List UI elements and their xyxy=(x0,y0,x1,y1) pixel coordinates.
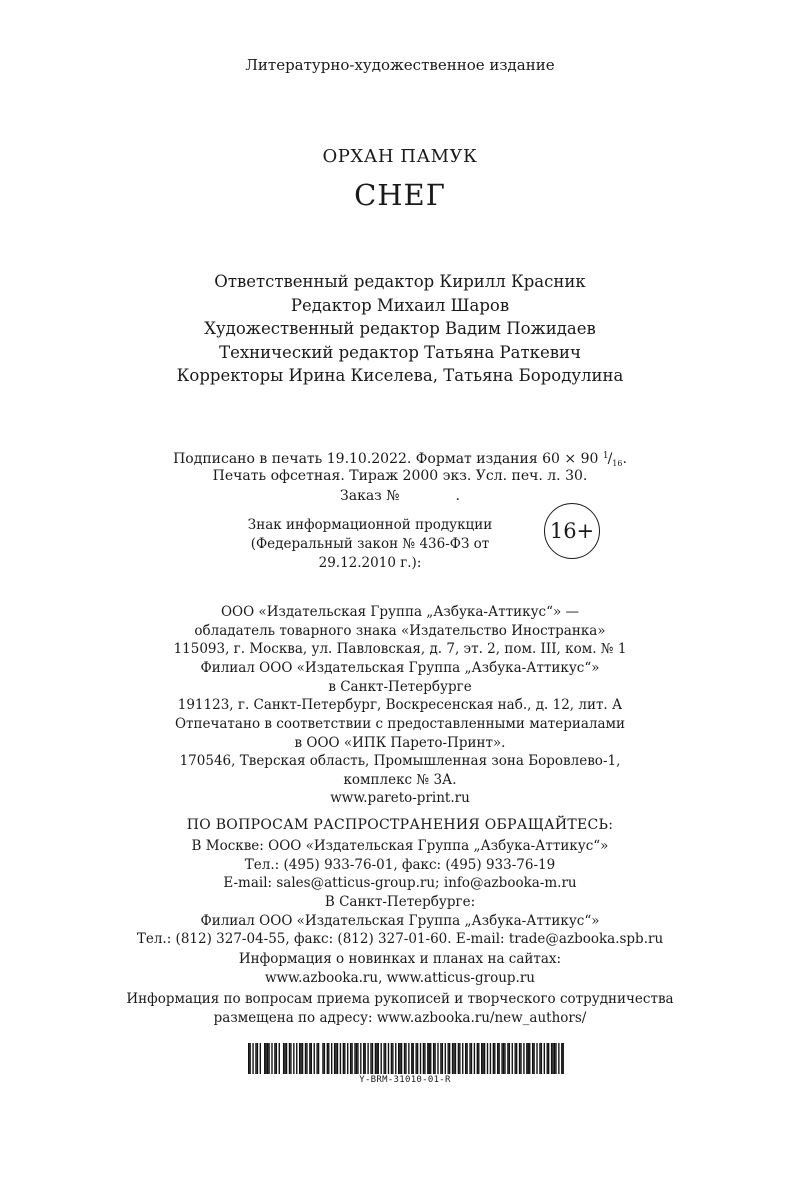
distribution-moscow xyxy=(0,837,800,893)
barcode-bar xyxy=(477,1043,478,1074)
barcode-bar xyxy=(408,1043,409,1074)
barcode-bar xyxy=(260,1043,261,1074)
barcode-bar xyxy=(433,1043,434,1074)
barcode-bar xyxy=(265,1043,266,1074)
format-slash: / xyxy=(607,451,613,467)
order-line xyxy=(0,486,800,506)
barcode-bar xyxy=(558,1043,559,1074)
barcode-bar xyxy=(453,1043,454,1074)
barcode-bar xyxy=(309,1043,310,1074)
barcode-bar xyxy=(356,1043,357,1074)
distribution-line: Филиал ООО «Издательская Группа „Азбука-Аттикус“» xyxy=(200,912,600,929)
publisher-line: Филиал ООО «Издательская Группа „Азбука-Аттикус“» xyxy=(200,660,600,676)
printer-line: Отпечатано в соответствии с предоставленными материалами xyxy=(174,716,626,732)
barcode-bar xyxy=(563,1043,564,1074)
barcode-bar xyxy=(405,1043,406,1074)
format-prefix: Подписано в печать 19.10.2022. Формат издания 60 × 90 xyxy=(173,451,603,467)
barcode-code: Y-BRM-31010-01-R xyxy=(359,1075,451,1085)
barcode-bar xyxy=(494,1043,495,1074)
barcode-bar xyxy=(551,1043,552,1074)
barcode-bar xyxy=(324,1043,325,1074)
barcode-bar xyxy=(268,1043,269,1074)
barcode-bar xyxy=(354,1043,355,1074)
barcode-bar xyxy=(299,1043,300,1074)
age-rating-note xyxy=(210,516,530,571)
barcode-bar xyxy=(487,1043,488,1074)
order-label: Заказ № xyxy=(340,488,400,504)
format-denominator: 16 xyxy=(612,459,623,468)
barcode-bar xyxy=(459,1043,460,1074)
barcode-bar xyxy=(413,1043,414,1074)
staff-line: Корректоры Ирина Киселева, Татьяна Бородулина xyxy=(176,366,624,385)
barcode-bar xyxy=(404,1043,405,1074)
barcode-bar xyxy=(343,1043,344,1074)
authors-info xyxy=(0,990,800,1027)
barcode-bar xyxy=(561,1043,562,1074)
barcode-bar xyxy=(455,1043,456,1074)
barcode-bar xyxy=(512,1043,513,1074)
barcode-bar xyxy=(300,1043,301,1074)
printer-website: www.pareto-print.ru xyxy=(330,790,470,806)
barcode xyxy=(248,1043,564,1074)
publisher-line: в Санкт-Петербурге xyxy=(328,678,472,695)
barcode-bar xyxy=(555,1043,556,1074)
authors-line: размещена по адресу: www.azbooka.ru/new_authors/ xyxy=(213,1009,587,1026)
barcode-bar xyxy=(471,1043,472,1074)
barcode-bar xyxy=(493,1043,494,1074)
authors-line: Информация по вопросам приема рукописей и творческого сотрудничества xyxy=(126,991,674,1007)
barcode-bar xyxy=(516,1043,517,1074)
barcode-bar xyxy=(334,1043,335,1074)
age-note-line: (Федеральный закон № 436-ФЗ от 29.12.2010 г.): xyxy=(250,536,490,571)
barcode-bar xyxy=(376,1043,377,1074)
barcode-bar xyxy=(255,1043,256,1074)
format-line xyxy=(0,446,800,466)
barcode-bar xyxy=(289,1043,290,1074)
barcode-bar xyxy=(274,1043,275,1074)
distribution-line: Тел.: (812) 327-04-55, факс: (812) 327-01-60. E-mail: trade@azbooka.spb.ru xyxy=(136,931,664,947)
barcode-bar xyxy=(490,1043,491,1074)
barcode-bar xyxy=(248,1043,249,1074)
publisher-line: ООО «Издательская Группа „Азбука-Аттикус“» — xyxy=(220,604,580,620)
publisher-spb xyxy=(0,659,800,715)
news-line: www.azbooka.ru, www.atticus-group.ru xyxy=(265,969,535,986)
barcode-bar xyxy=(417,1043,418,1074)
printer-info xyxy=(0,715,800,808)
barcode-bar xyxy=(465,1043,466,1074)
printer-line: в ООО «ИПК Парето-Принт». xyxy=(294,734,506,751)
barcode-bar xyxy=(328,1043,329,1074)
barcode-bar xyxy=(411,1043,412,1074)
barcode-bar xyxy=(427,1043,428,1074)
barcode-bar xyxy=(388,1043,389,1074)
barcode-bar xyxy=(395,1043,396,1074)
barcode-bar xyxy=(437,1043,438,1074)
barcode-bar xyxy=(484,1043,485,1074)
barcode-bar xyxy=(347,1043,348,1074)
barcode-bar xyxy=(401,1043,402,1074)
distribution-line: E-mail: sales@atticus-group.ru; info@azbooka-m.ru xyxy=(223,875,577,891)
barcode-bar xyxy=(293,1043,294,1074)
barcode-bar xyxy=(385,1043,386,1074)
barcode-bar xyxy=(482,1043,483,1074)
barcode-bar xyxy=(311,1043,312,1074)
barcode-bar xyxy=(503,1043,504,1074)
barcode-bar xyxy=(252,1043,253,1074)
barcode-bar xyxy=(462,1043,463,1074)
barcode-bar xyxy=(466,1043,467,1074)
barcode-bar xyxy=(264,1043,265,1074)
genre-line: Литературно-художественное издание xyxy=(245,56,555,74)
barcode-bar xyxy=(365,1043,366,1074)
barcode-bar xyxy=(434,1043,435,1074)
barcode-bar xyxy=(533,1043,534,1074)
barcode-bar xyxy=(351,1043,352,1074)
barcode-bar xyxy=(305,1043,306,1074)
barcode-bar xyxy=(528,1043,529,1074)
distribution-line: В Москве: ООО «Издательская Группа „Азбука-Аттикус“» xyxy=(191,838,609,854)
printer-line: комплекс № 3А. xyxy=(343,771,457,788)
barcode-bar xyxy=(267,1043,268,1074)
print-info xyxy=(0,446,800,506)
staff-line: Технический редактор Татьяна Раткевич xyxy=(219,342,581,362)
barcode-bar xyxy=(544,1043,545,1074)
staff-line: Ответственный редактор Кирилл Красник xyxy=(214,272,586,291)
staff-line: Художественный редактор Вадим Пожидаев xyxy=(204,319,596,338)
barcode-bar xyxy=(322,1043,323,1074)
barcode-bar xyxy=(430,1043,431,1074)
barcode-bar xyxy=(249,1043,250,1074)
news-info xyxy=(0,950,800,987)
barcode-bars xyxy=(248,1043,564,1074)
barcode-bar xyxy=(445,1043,446,1074)
barcode-bar xyxy=(529,1043,530,1074)
age-note-line: Знак информационной продукции xyxy=(247,517,493,533)
barcode-bar xyxy=(314,1043,315,1074)
barcode-bar xyxy=(302,1043,303,1074)
barcode-bar xyxy=(415,1043,416,1074)
barcode-bar xyxy=(296,1043,297,1074)
barcode-bar xyxy=(372,1043,373,1074)
barcode-bar xyxy=(337,1043,338,1074)
barcode-bar xyxy=(548,1043,549,1074)
barcode-bar xyxy=(554,1043,555,1074)
barcode-bar xyxy=(363,1043,364,1074)
barcode-bar xyxy=(458,1043,459,1074)
barcode-bar xyxy=(327,1043,328,1074)
barcode-bar xyxy=(424,1043,425,1074)
barcode-bar xyxy=(547,1043,548,1074)
barcode-bar xyxy=(539,1043,540,1074)
news-line: Информация о новинках и планах на сайтах: xyxy=(238,951,562,967)
barcode-bar xyxy=(306,1043,307,1074)
order-end: . xyxy=(455,488,460,504)
barcode-bar xyxy=(370,1043,371,1074)
publisher-line: 115093, г. Москва, ул. Павловская, д. 7, эт. 2, пом. III, ком. № 1 xyxy=(173,641,627,657)
barcode-bar xyxy=(520,1043,521,1074)
barcode-bar xyxy=(449,1043,450,1074)
barcode-bar xyxy=(481,1043,482,1074)
barcode-bar xyxy=(498,1043,499,1074)
barcode-bar xyxy=(519,1043,520,1074)
format-suffix: . xyxy=(622,451,627,467)
distribution-heading: ПО ВОПРОСАМ РАСПРОСТРАНЕНИЯ ОБРАЩАЙТЕСЬ: xyxy=(186,817,614,833)
barcode-bar xyxy=(448,1043,449,1074)
barcode-bar xyxy=(423,1043,424,1074)
barcode-bar xyxy=(344,1043,345,1074)
barcode-bar xyxy=(271,1043,272,1074)
author-name: ОРХАН ПАМУК xyxy=(322,146,478,167)
publisher-line: 191123, г. Санкт-Петербург, Воскресенская наб., д. 12, лит. А xyxy=(177,697,623,713)
barcode-bar xyxy=(469,1043,470,1074)
barcode-bar xyxy=(357,1043,358,1074)
barcode-bar xyxy=(276,1043,277,1074)
barcode-bar xyxy=(331,1043,332,1074)
book-title: СНЕГ xyxy=(354,178,446,212)
barcode-bar xyxy=(340,1043,341,1074)
barcode-bar xyxy=(507,1043,508,1074)
barcode-bar xyxy=(375,1043,376,1074)
distribution-spb xyxy=(0,893,800,949)
barcode-bar xyxy=(283,1043,284,1074)
barcode-bar xyxy=(367,1043,368,1074)
barcode-bar xyxy=(420,1043,421,1074)
barcode-bar xyxy=(257,1043,258,1074)
barcode-bar xyxy=(532,1043,533,1074)
barcode-bar xyxy=(318,1043,319,1074)
barcode-bar xyxy=(478,1043,479,1074)
barcode-bar xyxy=(552,1043,553,1074)
barcode-bar xyxy=(536,1043,537,1074)
barcode-bar xyxy=(523,1043,524,1074)
barcode-bar xyxy=(316,1043,317,1074)
barcode-bar xyxy=(501,1043,502,1074)
barcode-bar xyxy=(452,1043,453,1074)
barcode-bar xyxy=(526,1043,527,1074)
barcode-bar xyxy=(290,1043,291,1074)
barcode-bar xyxy=(391,1043,392,1074)
barcode-bar xyxy=(350,1043,351,1074)
barcode-bar xyxy=(509,1043,510,1074)
barcode-bar xyxy=(383,1043,384,1074)
distribution-line: В Санкт-Петербурге: xyxy=(324,894,476,910)
barcode-bar xyxy=(497,1043,498,1074)
publisher-moscow xyxy=(0,603,800,659)
barcode-bar xyxy=(440,1043,441,1074)
print-run-line: Печать офсетная. Тираж 2000 экз. Усл. печ. л. 30. xyxy=(212,468,588,484)
printer-line: 170546, Тверская область, Промышленная зона Боровлево-1, xyxy=(179,753,621,769)
publisher-line: обладатель товарного знака «Издательство Иностранка» xyxy=(194,622,606,639)
age-rating-badge: 16+ xyxy=(544,503,600,559)
barcode-bar xyxy=(442,1043,443,1074)
barcode-bar xyxy=(360,1043,361,1074)
format-numerator: 1 xyxy=(602,451,609,461)
barcode-bar xyxy=(514,1043,515,1074)
barcode-bar xyxy=(279,1043,280,1074)
barcode-bar xyxy=(378,1043,379,1074)
barcode-bar xyxy=(392,1043,393,1074)
editorial-staff xyxy=(0,270,800,388)
barcode-bar xyxy=(541,1043,542,1074)
barcode-bar xyxy=(335,1043,336,1074)
barcode-bar xyxy=(398,1043,399,1074)
barcode-bar xyxy=(504,1043,505,1074)
barcode-bar xyxy=(381,1043,382,1074)
barcode-bar xyxy=(429,1043,430,1074)
distribution-line: Тел.: (495) 933-76-01, факс: (495) 933-76-19 xyxy=(244,856,556,873)
staff-line: Редактор Михаил Шаров xyxy=(290,295,510,315)
barcode-bar xyxy=(399,1043,400,1074)
barcode-bar xyxy=(284,1043,285,1074)
barcode-bar xyxy=(474,1043,475,1074)
barcode-bar xyxy=(286,1043,287,1074)
